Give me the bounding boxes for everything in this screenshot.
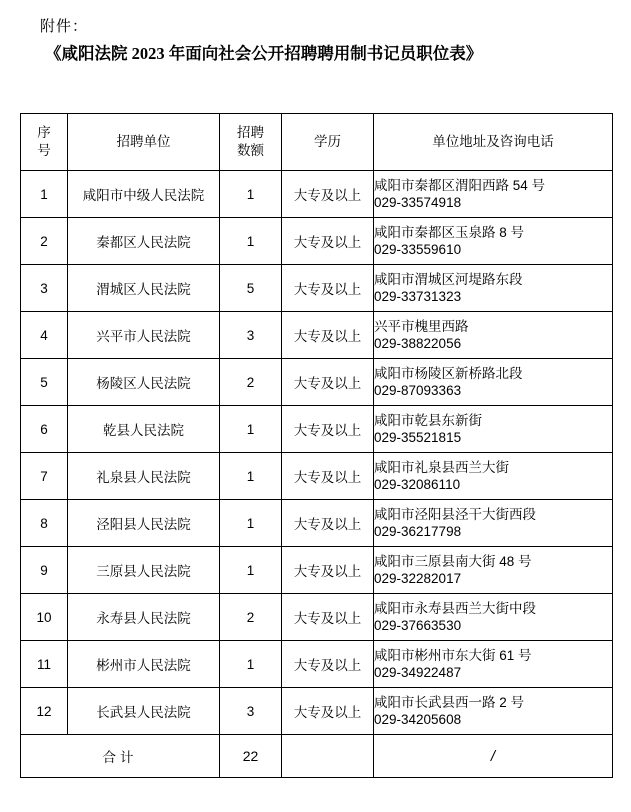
cell-unit: 兴平市人民法院 — [68, 312, 220, 359]
table-row — [21, 218, 613, 265]
cell-number: 1 — [220, 406, 282, 453]
cell-address-line1: 咸阳市杨陵区新桥路北段 — [374, 366, 523, 381]
cell-seq: 11 — [21, 641, 68, 688]
cell-number: 3 — [220, 312, 282, 359]
cell-seq: 4 — [21, 312, 68, 359]
table-header-row — [21, 114, 613, 171]
cell-address-phone: 029-33731323 — [374, 289, 462, 304]
table-row — [21, 641, 613, 688]
cell-seq: 9 — [21, 547, 68, 594]
cell-number: 1 — [220, 547, 282, 594]
table-row — [21, 500, 613, 547]
table-footer — [21, 735, 613, 778]
table-total-row — [21, 735, 613, 778]
cell-address-line1: 咸阳市永寿县西兰大街中段 — [374, 601, 536, 616]
cell-address-line1: 咸阳市乾县东新街 — [374, 413, 482, 428]
cell-address-phone: 029-34922487 — [374, 665, 462, 680]
cell-seq: 7 — [21, 453, 68, 500]
total-education — [282, 735, 374, 778]
table-row — [21, 312, 613, 359]
cell-address — [374, 594, 613, 641]
column-header-number-line2: 数额 — [237, 143, 264, 158]
cell-unit: 三原县人民法院 — [68, 547, 220, 594]
cell-number: 2 — [220, 594, 282, 641]
cell-address-line1: 咸阳市彬州市东大街 61 号 — [374, 648, 532, 663]
cell-education: 大专及以上 — [282, 312, 374, 359]
cell-education: 大专及以上 — [282, 406, 374, 453]
page-title: 《咸阳法院 2023 年面向社会公开招聘聘用制书记员职位表》 — [45, 44, 483, 63]
cell-seq: 5 — [21, 359, 68, 406]
cell-address — [374, 359, 613, 406]
cell-address — [374, 453, 613, 500]
cell-address — [374, 171, 613, 218]
cell-address — [374, 641, 613, 688]
total-number: 22 — [220, 735, 282, 778]
cell-number: 1 — [220, 218, 282, 265]
cell-number: 1 — [220, 641, 282, 688]
cell-seq: 2 — [21, 218, 68, 265]
cell-address-line1: 咸阳市泾阳县泾干大街西段 — [374, 507, 536, 522]
cell-address-line1: 咸阳市三原县南大街 48 号 — [374, 554, 532, 569]
cell-address-line1: 咸阳市秦都区玉泉路 8 号 — [374, 225, 525, 240]
table-row — [21, 265, 613, 312]
cell-education: 大专及以上 — [282, 265, 374, 312]
cell-education: 大专及以上 — [282, 453, 374, 500]
total-address: / — [374, 735, 613, 778]
table-body — [21, 171, 613, 735]
cell-address — [374, 406, 613, 453]
cell-unit: 永寿县人民法院 — [68, 594, 220, 641]
cell-unit: 渭城区人民法院 — [68, 265, 220, 312]
cell-address-phone: 029-32282017 — [374, 571, 462, 586]
column-header-number-line1: 招聘 — [237, 125, 264, 140]
cell-address-phone: 029-34205608 — [374, 712, 462, 727]
job-position-table-wrapper — [20, 113, 612, 778]
cell-education: 大专及以上 — [282, 359, 374, 406]
column-header-education: 学历 — [282, 114, 374, 171]
cell-seq: 12 — [21, 688, 68, 735]
cell-seq: 3 — [21, 265, 68, 312]
cell-education: 大专及以上 — [282, 171, 374, 218]
cell-education: 大专及以上 — [282, 594, 374, 641]
cell-address-phone: 029-38822056 — [374, 336, 462, 351]
cell-number: 1 — [220, 500, 282, 547]
cell-address — [374, 688, 613, 735]
cell-unit: 长武县人民法院 — [68, 688, 220, 735]
cell-address-phone: 029-37663530 — [374, 618, 462, 633]
cell-unit: 乾县人民法院 — [68, 406, 220, 453]
column-header-number — [220, 114, 282, 171]
cell-address-phone: 029-32086110 — [374, 477, 461, 492]
cell-seq: 6 — [21, 406, 68, 453]
cell-unit: 彬州市人民法院 — [68, 641, 220, 688]
cell-number: 1 — [220, 171, 282, 218]
cell-seq: 1 — [21, 171, 68, 218]
cell-address — [374, 547, 613, 594]
cell-education: 大专及以上 — [282, 641, 374, 688]
cell-unit: 泾阳县人民法院 — [68, 500, 220, 547]
table-header — [21, 114, 613, 171]
cell-address — [374, 500, 613, 547]
cell-address-phone: 029-36217798 — [374, 524, 462, 539]
table-row — [21, 453, 613, 500]
cell-address-line1: 咸阳市秦都区渭阳西路 54 号 — [374, 178, 546, 193]
cell-address-phone: 029-33559610 — [374, 242, 462, 257]
total-label: 合计 — [21, 735, 220, 778]
column-header-seq-line2: 号 — [37, 143, 51, 158]
cell-unit: 秦都区人民法院 — [68, 218, 220, 265]
cell-address-phone: 029-87093363 — [374, 383, 462, 398]
cell-number: 3 — [220, 688, 282, 735]
cell-address-line1: 咸阳市渭城区河堤路东段 — [374, 272, 523, 287]
table-row — [21, 171, 613, 218]
cell-education: 大专及以上 — [282, 218, 374, 265]
table-row — [21, 406, 613, 453]
cell-address-line1: 咸阳市长武县西一路 2 号 — [374, 695, 525, 710]
cell-address — [374, 312, 613, 359]
cell-address-phone: 029-33574918 — [374, 195, 462, 210]
cell-number: 2 — [220, 359, 282, 406]
cell-seq: 8 — [21, 500, 68, 547]
column-header-address: 单位地址及咨询电话 — [374, 114, 613, 171]
job-position-table — [20, 113, 613, 778]
table-row — [21, 359, 613, 406]
cell-address — [374, 218, 613, 265]
cell-address — [374, 265, 613, 312]
cell-unit: 咸阳市中级人民法院 — [68, 171, 220, 218]
cell-number: 5 — [220, 265, 282, 312]
cell-number: 1 — [220, 453, 282, 500]
cell-unit: 杨陵区人民法院 — [68, 359, 220, 406]
table-row — [21, 547, 613, 594]
cell-address-phone: 029-35521815 — [374, 430, 462, 445]
column-header-seq-line1: 序 — [37, 125, 51, 140]
column-header-seq — [21, 114, 68, 171]
cell-education: 大专及以上 — [282, 500, 374, 547]
table-row — [21, 688, 613, 735]
cell-address-line1: 咸阳市礼泉县西兰大街 — [374, 460, 509, 475]
column-header-unit: 招聘单位 — [68, 114, 220, 171]
attachment-label: 附件： — [40, 19, 89, 35]
cell-seq: 10 — [21, 594, 68, 641]
cell-address-line1: 兴平市槐里西路 — [374, 319, 469, 334]
cell-unit: 礼泉县人民法院 — [68, 453, 220, 500]
cell-education: 大专及以上 — [282, 688, 374, 735]
cell-education: 大专及以上 — [282, 547, 374, 594]
table-row — [21, 594, 613, 641]
